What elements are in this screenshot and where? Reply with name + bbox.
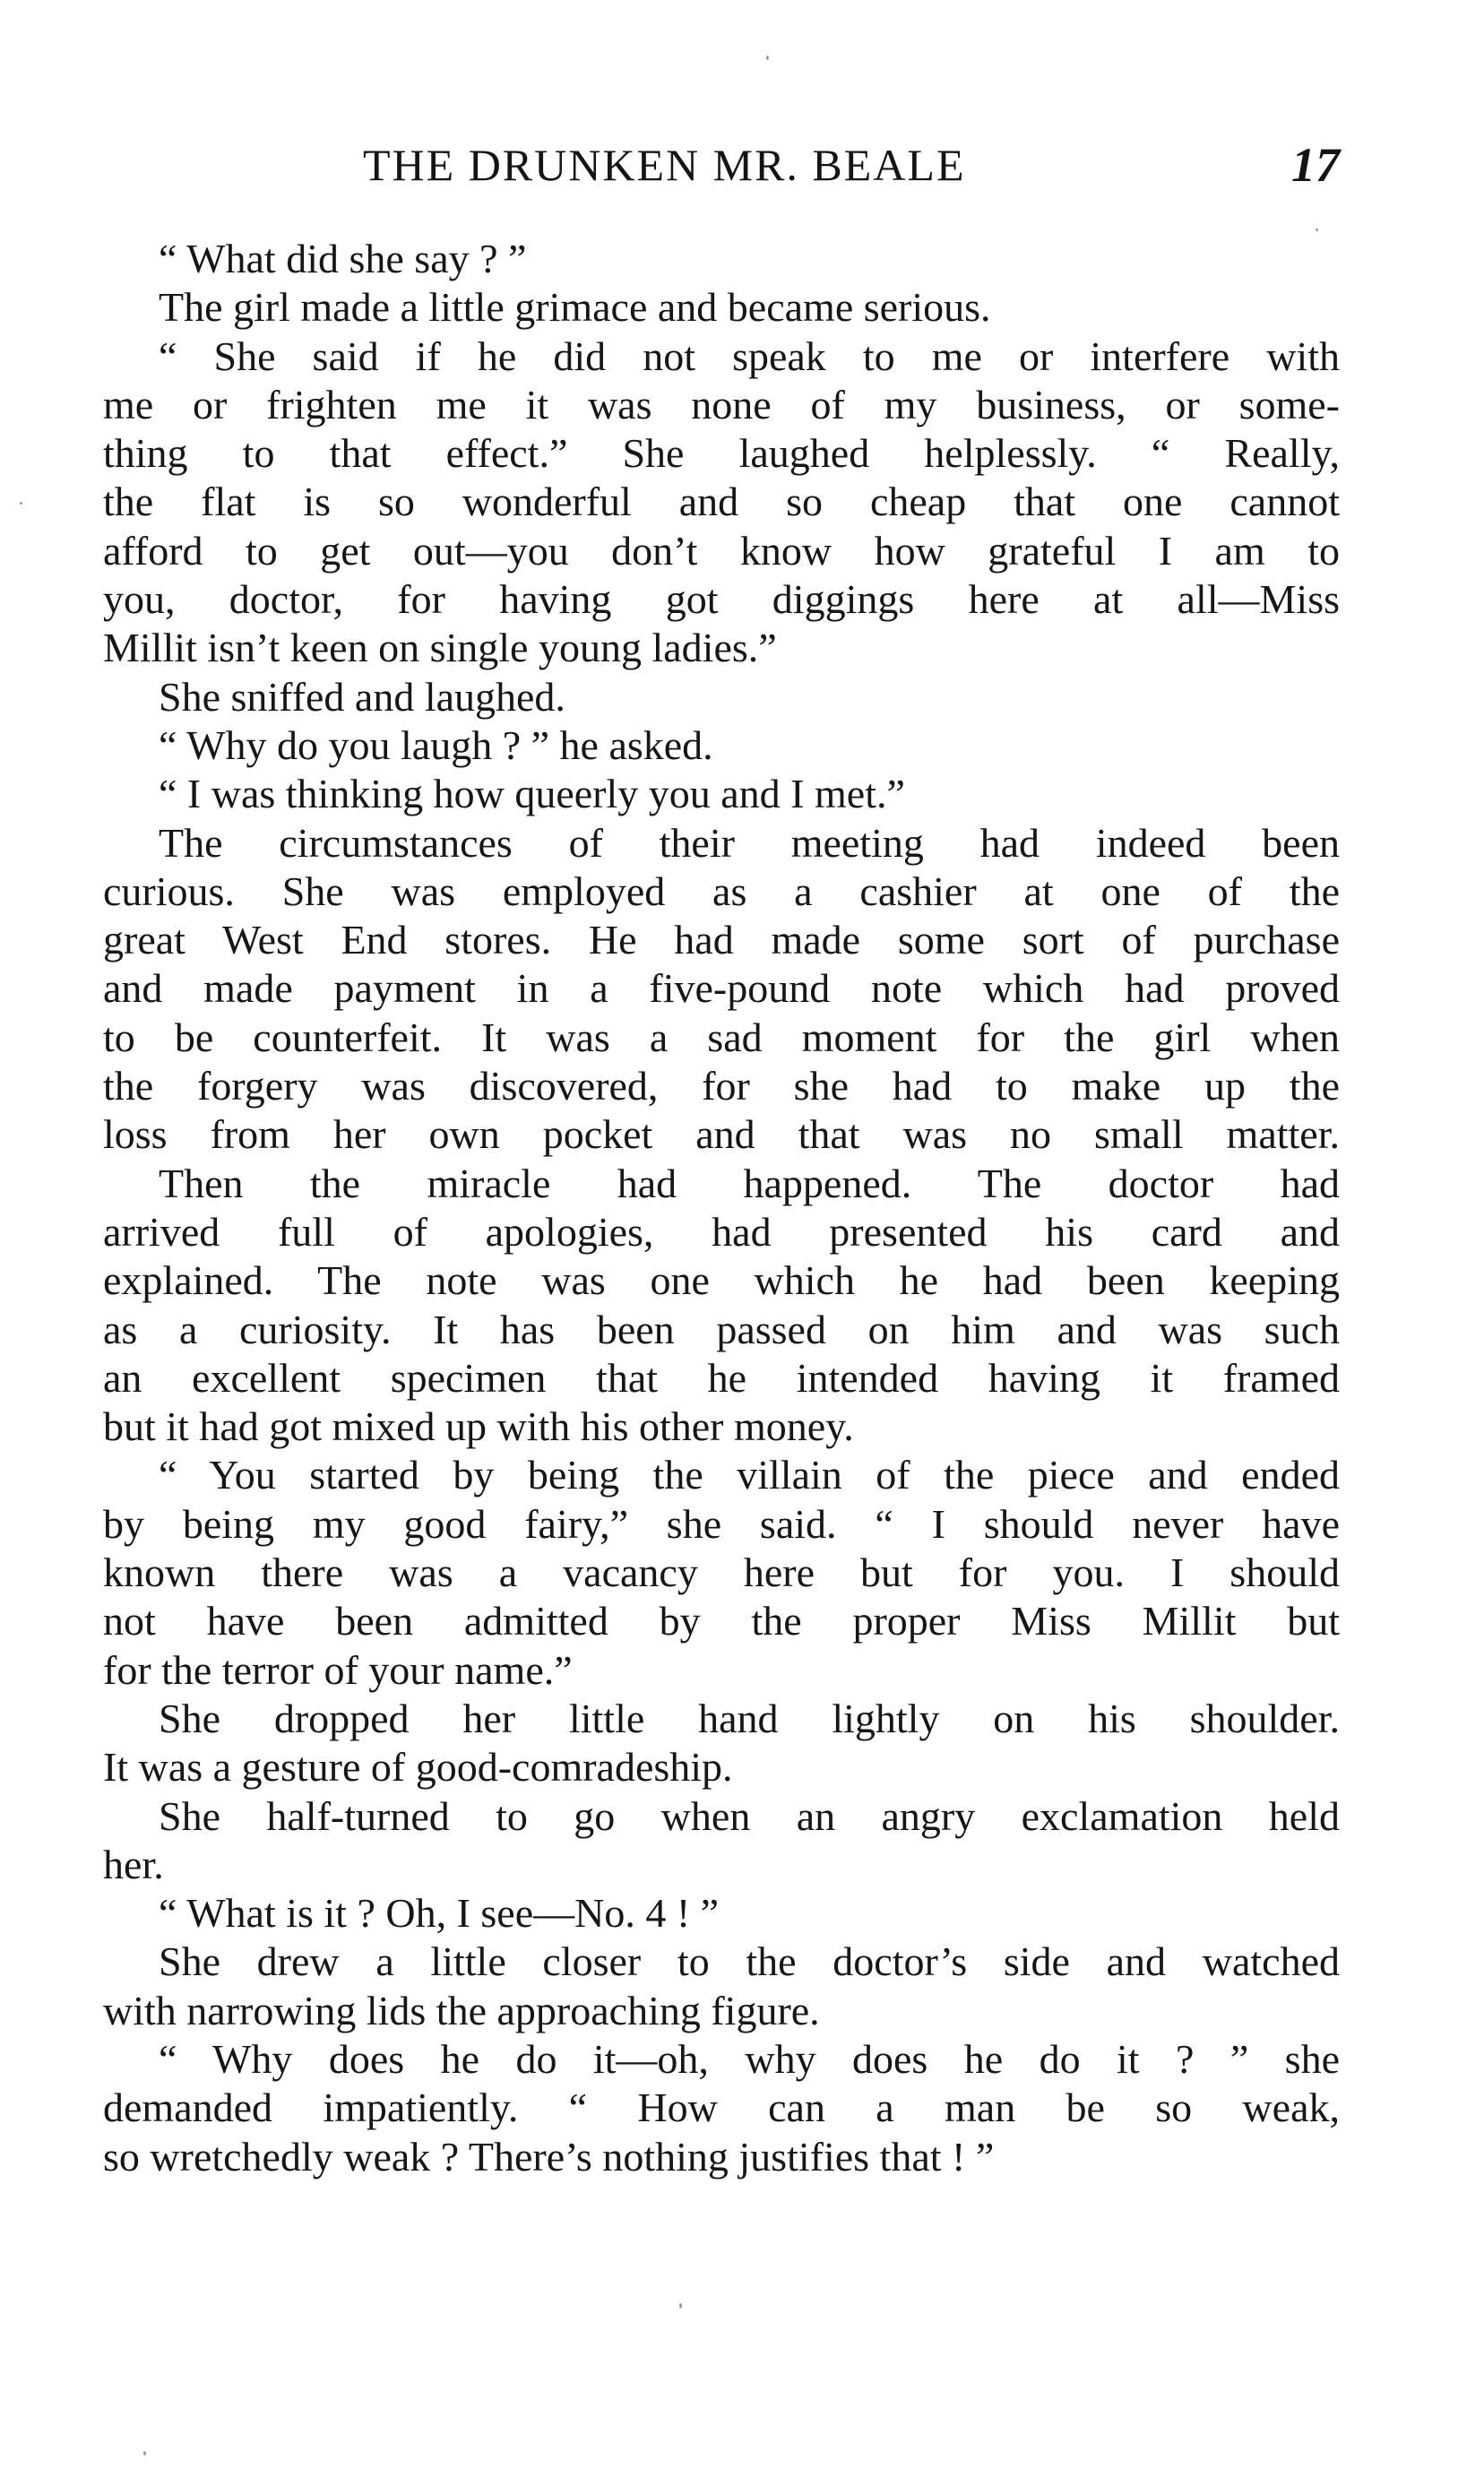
text-line: her. — [103, 1841, 164, 1887]
text-line: “ Why does he do it—oh, why does he do it ? ” she — [159, 2035, 1340, 2082]
text-line: so wretchedly weak ? There’s nothing justifies that ! ” — [103, 2133, 995, 2180]
scan-speck — [20, 502, 22, 505]
text-line: and made payment in a five-pound note which had proved — [103, 965, 1340, 1012]
text-line: curious. She was employed as a cashier at one of the — [103, 868, 1340, 914]
text-line: but it had got mixed up with his other money. — [103, 1403, 854, 1450]
scan-speck — [679, 2303, 682, 2309]
text-line: “ I was thinking how queerly you and I met.” — [159, 771, 905, 817]
text-line: explained. The note was one which he had been keeping — [103, 1257, 1340, 1304]
text-line: It was a gesture of good-comradeship. — [103, 1744, 733, 1791]
text-line: you, doctor, for having got diggings here at all—Miss — [103, 576, 1340, 623]
text-line: Millit isn’t keen on single young ladies.” — [103, 625, 777, 671]
text-line: She drew a little closer to the doctor’s side and watched — [159, 1938, 1340, 1985]
body-text — [103, 235, 1340, 2181]
text-line: not have been admitted by the proper Miss Millit but — [103, 1598, 1340, 1644]
page-header — [103, 139, 1340, 202]
text-line: the flat is so wonderful and so cheap that one cannot — [103, 479, 1340, 525]
page-number: 17 — [1291, 138, 1340, 192]
running-head: THE DRUNKEN MR. BEALE — [363, 140, 966, 190]
text-line: “ Why do you laugh ? ” he asked. — [159, 721, 713, 768]
text-line: by being my good fairy,” she said. “ I should never have — [103, 1500, 1340, 1547]
text-line: The girl made a little grimace and became serious. — [159, 284, 991, 331]
text-line: thing to that effect.” She laughed helplessly. “ Really, — [103, 430, 1340, 477]
text-line: Then the miracle had happened. The doctor had — [159, 1160, 1340, 1206]
scan-speck — [766, 56, 769, 60]
text-line: loss from her own pocket and that was no small matter. — [103, 1111, 1340, 1158]
text-line: the forgery was discovered, for she had to make up the — [103, 1063, 1340, 1109]
text-line: an excellent specimen that he intended having it framed — [103, 1354, 1340, 1401]
text-line: to be counterfeit. It was a sad moment for the girl when — [103, 1014, 1340, 1060]
text-line: me or frighten me it was none of my business, or some- — [103, 381, 1340, 427]
text-line: She half-turned to go when an angry exclamation held — [159, 1792, 1340, 1839]
text-line: demanded impatiently. “ How can a man be so weak, — [103, 2085, 1340, 2131]
text-line: The circumstances of their meeting had indeed been — [159, 819, 1340, 866]
text-line: “ What is it ? Oh, I see—No. 4 ! ” — [159, 1890, 720, 1937]
text-line: known there was a vacancy here but for you. I should — [103, 1549, 1340, 1596]
text-line: for the terror of your name.” — [103, 1646, 573, 1693]
text-line: great West End stores. He had made some sort of purchase — [103, 917, 1340, 963]
scan-speck — [143, 2451, 146, 2456]
text-line: She sniffed and laughed. — [159, 673, 565, 720]
text-line: “ What did she say ? ” — [159, 236, 527, 281]
text-line: She dropped her little hand lightly on his shoulder. — [159, 1695, 1340, 1741]
text-line: as a curiosity. It has been passed on him and was such — [103, 1306, 1340, 1352]
text-line: afford to get out—you don’t know how grateful I am to — [103, 527, 1340, 574]
text-line: with narrowing lids the approaching figure. — [103, 1987, 820, 2033]
text-line: “ She said if he did not speak to me or interfere with — [159, 332, 1340, 379]
text-line: “ You started by being the villain of the piece and ended — [159, 1452, 1340, 1498]
text-line: arrived full of apologies, had presented his card and — [103, 1208, 1340, 1255]
scan-speck — [1316, 229, 1318, 231]
